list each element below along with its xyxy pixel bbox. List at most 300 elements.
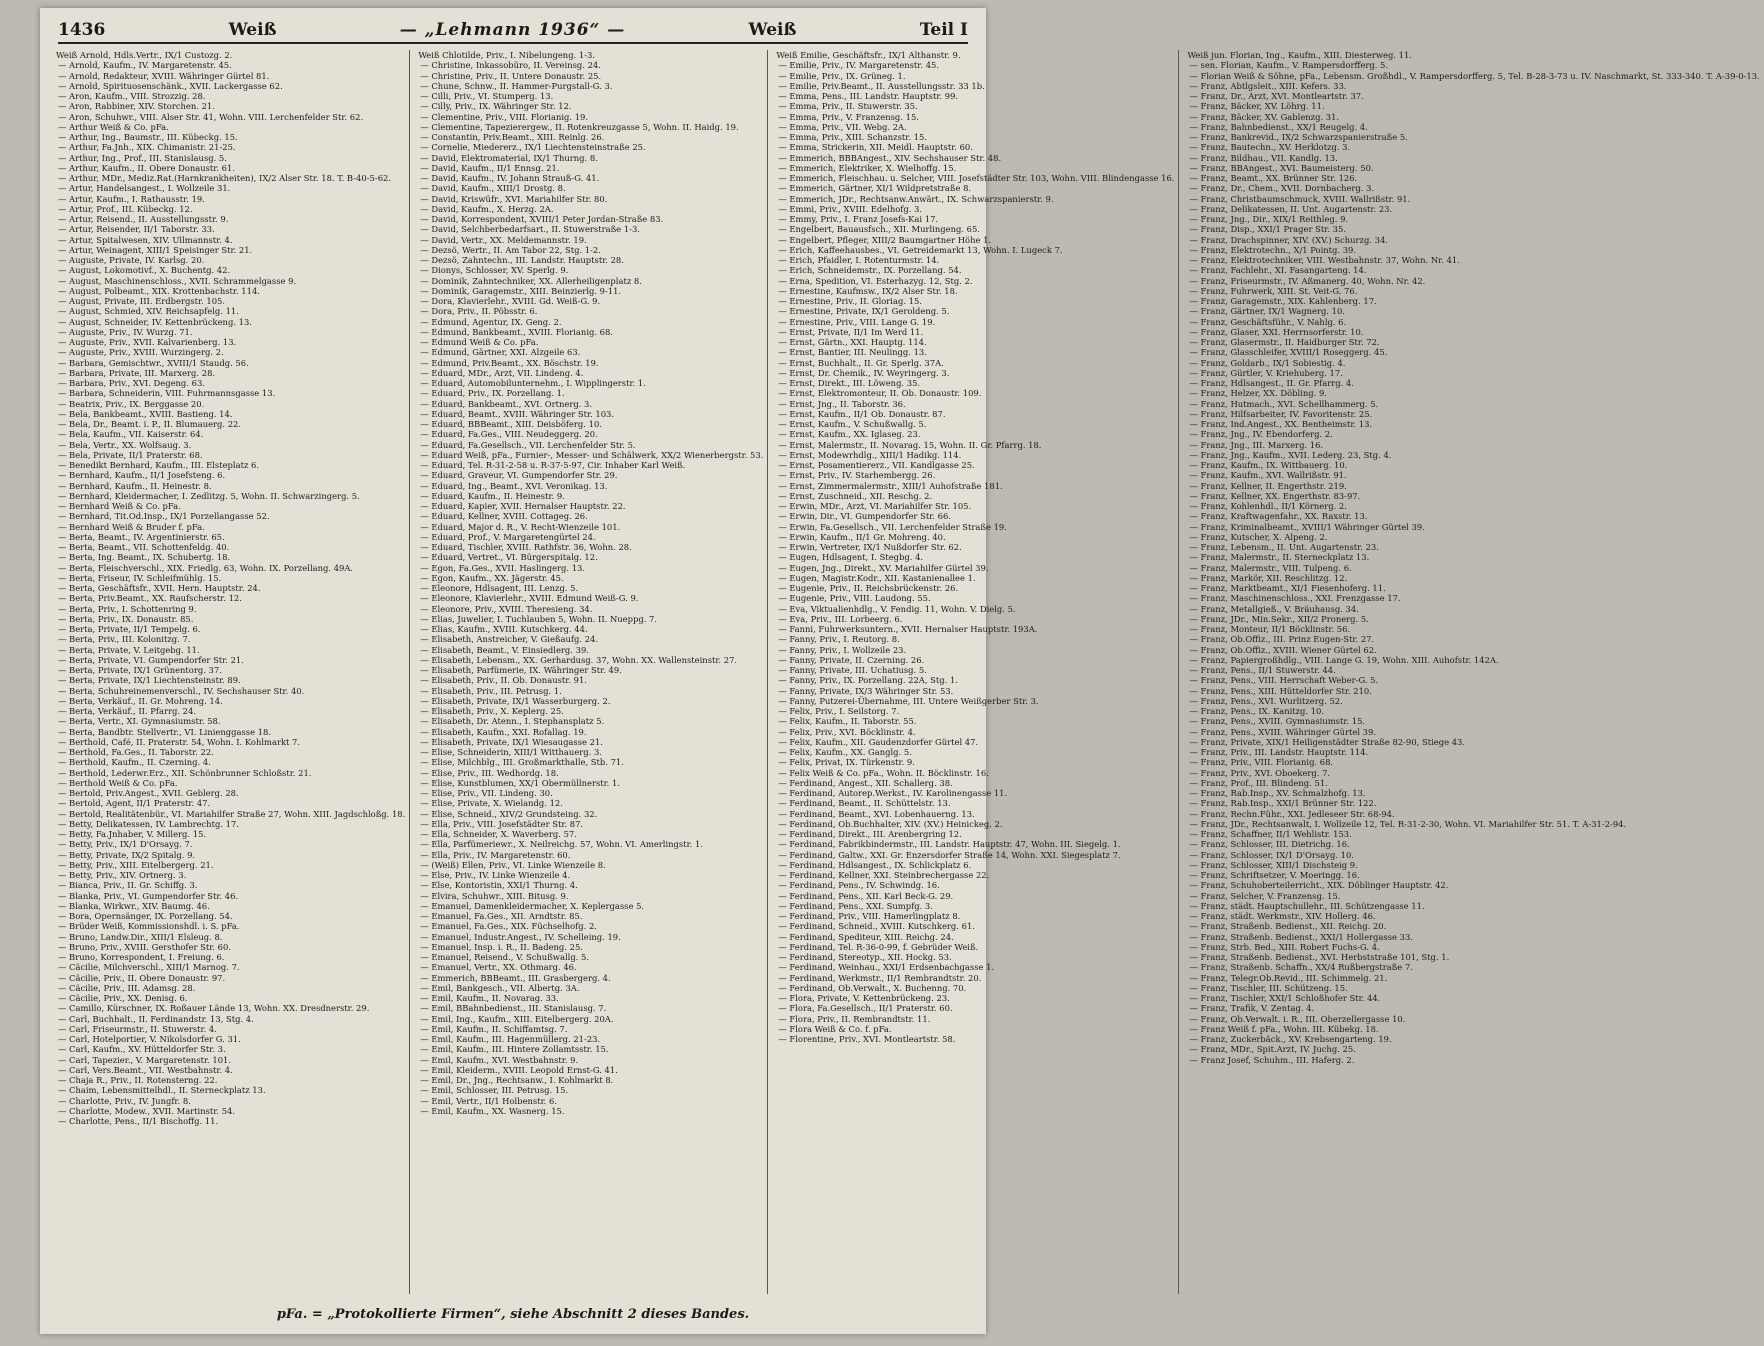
directory-entry: — Eduard, Automobilunternehm., I. Wipplingerstr. 1. [420,378,646,388]
directory-entry: — Franz, Kellner, XX. Engerthstr. 83-97. [1189,490,1361,501]
directory-entry: — David, Korrespondent, XVIII/1 Peter Jordan-Straße 83. [420,214,664,224]
directory-entry: — Emil, Vertr., II/1 Holbenstr. 6. [420,1095,557,1106]
directory-entry: — Eugenie, Priv., II. Reichsbrückenstr. 26. [778,583,959,593]
directory-entry: — Artur, Handelsangest., I. Wollzeile 31. [58,183,231,194]
directory-entry: — Emanuel, Vertr., XX. Othmarg. 46. [420,962,577,973]
directory-entry: — Berta, Priv., III. Kolonitzg. 7. [58,634,191,645]
directory-entry: — Emmerich, Fleischhau. u. Selcher, VIII. Josefstädter Str. 103, Wohn. VIII. Blindengasse 16. [778,173,1175,183]
directory-entry: — Emmerich, JDr., Rechtsanw.Anwärt., IX. Schwarzspanierstr. 9. [778,193,1054,204]
directory-entry: — Emma, Pens., III. Landstr. Hauptstr. 99. [778,91,959,101]
directory-entry: — Franz, Marktbeamt., XI/1 Fiesenhoferg. 11. [1189,583,1386,593]
directory-entry: — Franz, Glasermstr., II. Haidburger Str. 72. [1189,337,1380,347]
directory-entry: — Ferdinand, Beamt., II. Schüttelstr. 13. [778,798,951,809]
directory-entry: — Eduard, Tel. R-31-2-58 u. R-37-5-97, Cir. Inhaber Karl Weiß. [420,460,686,470]
directory-entry: — Ferdinand, Angest., XII. Schallerg. 38. [778,777,953,788]
directory-entry: — Elisabeth, Lebensm., XX. Gerhardusg. 37, Wohn. XX. Wallensteinstr. 27. [420,654,738,665]
directory-entry: — Franz, Hdlsangest., II. Gr. Pfarrg. 4. [1189,378,1354,388]
directory-entry: — Erwin, MDr., Arzt, VI. Mariahilfer Str. 105. [778,501,972,511]
directory-entry: — Auguste, Private, IV. Karlsg. 20. [58,255,205,265]
directory-entry: — Elisabeth, Parfümerie, IX. Währinger Str. 49. [420,665,622,675]
directory-entry: — David, Kaufm., XIII/1 Drostg. 8. [420,183,566,194]
directory-entry: — Franz, Pens., VIII. Herrschaft Weber-G. 5. [1189,675,1379,686]
directory-entry: — Carl, Friseurmstr., II. Stuwerstr. 4. [58,1023,217,1034]
directory-entry: — Eduard Weiß, pFa., Furnier-, Messer- und Schälwerk, XX/2 Wienerbergstr. 53. [420,449,764,460]
directory-entry: — Constantin, Priv.Beamt., XIII. Reinlg. 26. [420,132,605,142]
directory-entry: — Barbara, Priv., XVI. Degeng. 63. [58,378,205,388]
directory-entry: — Betty, Priv., XIV. Ortnerg. 3. [58,870,187,880]
directory-entry: — Erna, Spedition, VI. Esterhazyg. 12, Stg. 2. [778,275,973,286]
directory-entry: — Berta, Fleischverschl., XIX. Friedlg. 63, Wohn. IX. Porzellang. 49A. [58,562,354,573]
directory-entry: — Brüder Weiß, Kommissionshdl. i. S. pFa. [58,921,240,932]
directory-entry: — Franz, Strb. Bed., XIII. Robert Fuchs-G. 4. [1189,941,1380,952]
directory-entry: — Ella, Priv., IV. Margaretenstr. 60. [420,849,571,860]
directory-entry: — Ernst, Buchhalt., II. Gr. Sperlg. 37A. [778,357,944,368]
directory-entry: — Ferdinand, Fabrikbindermstr., III. Landstr. Hauptstr. 47, Wohn. III. Siegelg. 1. [778,839,1121,850]
directory-entry: — Emmy, Priv., I. Franz Josefs-Kai 17. [778,214,939,224]
directory-entry: — Bertold, Priv.Angest., XVII. Geblerg. 28. [58,788,239,798]
directory-entry: — Florian Weiß & Söhne, pFa., Lebensm. Großhdl., V. Rampersdorfferg. 5, Tel. B-28-3-73 u. IV. Naschmarkt, St. 333-340. T. A-39-0-13. [1189,70,1760,81]
directory-entry: — Bora, Opernsänger, IX. Porzellang. 54. [58,911,233,921]
directory-entry: — Cornelie, Miedererz., IX/1 Liechtensteinstraße 25. [420,142,646,153]
directory-entry: — Eduard, Beamt., XVIII. Währinger Str. 103. [420,408,615,419]
directory-entry: — Franz, Markör, XII. Reschlitzg. 12. [1189,572,1348,583]
directory-entry: — Emma, Priv., V. Franzensg. 15. [778,111,919,122]
directory-entry: — Franz, Pens., XIII. Hütteldorfer Str. 210. [1189,685,1372,696]
directory-entry: — Ferdinand, Schneid., XVIII. Kutschkerg. 61. [778,921,975,932]
directory-entry: — Bruno, Korrespondent, I. Freiung. 6. [58,952,225,962]
directory-entry: — Artur, Weinagent, XIII/1 Speisinger Str. 21. [58,244,253,255]
directory-entry: — Franz, Bankrevid., IX/2 Schwarzspanierstraße 5. [1189,132,1408,142]
directory-entry: — Felix, Kaufm., II. Taborstr. 55. [778,716,917,727]
directory-entry: — Eduard, Fa.Ges., VIII. Neudeggerg. 20. [420,429,598,440]
directory-entry: — Emmerich, BBBeamt., III. Grasbergerg. 4. [420,972,611,983]
directory-entry: — Cilli, Priv., VI. Stumperg. 13. [420,91,554,101]
directory-entry: — Artur, Reisend., II. Ausstellungsstr. 9. [58,214,229,224]
directory-entry: — Emil, Ing., Kaufm., XIII. Eitelbergerg. 20A. [420,1013,614,1024]
directory-entry: — Franz, Straßenb. Bedienst., XVI. Herbststraße 101, Stg. 1. [1189,952,1450,962]
directory-entry: — Ernst, Posamentiererz., VII. Kandlgasse 25. [778,460,975,470]
directory-entry: — Franz, Gärtner, IX/1 Wagnerg. 10. [1189,306,1345,317]
directory-entry: — Eleonore, Priv., XVIII. Theresieng. 34. [420,603,593,614]
directory-entry: — Emilie, Priv., IX. Grüneg. 1. [778,70,906,81]
directory-entry: — Ferdinand, Pens., XXI. Sumpfg. 3. [778,900,933,911]
directory-entry: — Clementine, Tapezierergew., II. Rotenkreuzgasse 5, Wohn. II. Haidg. 19. [420,121,739,132]
directory-entry: — Elisabeth, Priv., III. Petrusg. 1. [420,685,562,696]
directory-entry: — Ferdinand, Beamt., XVI. Lobenhauerng. 13. [778,808,975,819]
directory-entry: — Charlotte, Pens., II/1 Bischoffg. 11. [58,1116,219,1126]
directory-entry: — Dezsö, Zahntechn., III. Landstr. Hauptstr. 28. [420,255,624,265]
directory-entry: — Elise, Milchblg., III. Großmarkthalle, Stb. 71. [420,757,624,768]
directory-entry: — Egon, Kaufm., XX. Jägerstr. 45. [420,572,564,583]
directory-entry: — Ernst, Direkt., III. Löweng. 35. [778,378,921,388]
running-surname-right: Weiß [748,20,797,40]
directory-entry: — Franz, JDr., Rechtsanwalt, I. Wollzeile 12, Tel. R-31-2-30, Wohn. VI. Mariahilfer Str. 51. T. A-31-2-94. [1189,818,1627,829]
directory-entry: — Bruno, Landw.Dir., XIII/1 Elsleug. 8. [58,931,223,942]
directory-entry: — Eduard, Tischler, XVIII. Rathfstr. 36, Wohn. 28. [420,542,632,552]
directory-entry: — Eduard, BBBeamt., XIII. Deisböferg. 10. [420,419,602,429]
directory-entry: — Edmund, Gärtner, XXI. Alzgeile 63. [420,347,581,358]
directory-entry: — Ernestine, Private, IX/1 Geroldeng. 5. [778,306,950,317]
directory-entry: — Franz, Metallgieß., V. Bräuhausg. 34. [1189,603,1359,614]
directory-entry: — Franz, Fuhrwerk, XIII. St. Veit-G. 76. [1189,285,1358,296]
directory-entry: — David, Kaufm., IV. Johann Strauß-G. 41. [420,173,600,183]
directory-entry: — Else, Priv., IV. Linke Wienzeile 4. [420,870,571,880]
directory-entry: — Ernestine, Priv., II. Gloriag. 15. [778,296,922,306]
directory-entry: — Bianca, Priv., II. Gr. Schiffg. 3. [58,880,198,891]
directory-entry: — Franz Josef, Schuhm., III. Haferg. 2. [1189,1054,1355,1065]
page-title: — „Lehmann 1936“ — [399,20,626,40]
directory-entry: — Elise, Schneid., XIV/2 Grundsteing. 32. [420,808,598,819]
directory-entry: — Barbara, Private, III. Marxerg. 28. [58,367,216,378]
directory-entry: — August, Lokomotivf., X. Buchentg. 42. [58,265,231,276]
directory-entry: — Emanuel, Fa.Ges., XIX. Füchselhofg. 2. [420,921,597,932]
directory-entry: — Franz, Ind.Angest., XX. Bentheimstr. 13. [1189,419,1373,429]
directory-entry: — Franz, MDr., Spit.Arzt, IV. Juchg. 25. [1189,1044,1356,1055]
directory-entry: — Betty, Fa.Jnhaber, V. Millerg. 15. [58,829,207,839]
directory-entry: — Berta, Priv.Beamt., XX. Raufscherstr. 12. [58,593,242,604]
directory-entry: — August, Maschinenschloss., XVII. Schrammelgasse 9. [58,275,297,286]
directory-entry: — Arthur Weiß & Co. pFa. [58,121,169,132]
directory-columns [56,50,1760,1294]
directory-entry: — Carl, Kaufm., XV. Hütteldorfer Str. 3. [58,1044,226,1055]
directory-entry: — Franz, Straßenb. Schaffn., XX/4 Rußbergstraße 7. [1189,962,1413,973]
directory-entry: — Edmund, Priv.Beamt., XX. Böschstr. 19. [420,357,599,368]
directory-entry: — Berthold Weiß & Co. pFa. [58,777,178,788]
directory-entry: — Ernst, Priv., IV. Starhembergg. 26. [778,470,936,481]
directory-entry: — Franz, Malermstr., VIII. Tulpeng. 6. [1189,562,1352,573]
directory-entry: — Auguste, Priv., XVII. Kalvarienberg. 13. [58,337,237,347]
directory-entry: — Franz, Glaser, XXI. Herrnsorferstr. 10. [1189,326,1364,337]
directory-entry: — Bernhard, Kleidermacher, I. Zedlitzg. 5, Wohn. II. Schwarzingerg. 5. [58,490,360,501]
directory-entry: — Blanka, Priv., VI. Gumpendorfer Str. 46. [58,890,239,901]
directory-entry: — Eduard, Ing., Beamt., XVI. Veronikag. 13. [420,480,608,491]
directory-entry: — Ferdinand, Ob.Buchhalter, XIV. (XV.) Heinickeg. 2. [778,818,1003,829]
directory-entry: — Berta, Schuhreinemenverschl., IV. Sechshauser Str. 40. [58,685,305,696]
directory-entry: — Franz, Priv., III. Landstr. Hauptstr. 114. [1189,747,1369,757]
directory-entry: — Barbara, Gemischtwr., XVIII/1 Staudg. 56. [58,357,249,368]
directory-entry: — Betty, Private, IX/2 Spitalg. 9. [58,849,196,860]
directory-entry: Weiß Arnold, Hdls.Vertr., IX/1 Custozg. 2. [56,50,233,60]
directory-entry: — Franz, Dr., Arzt, XVI. Montleartstr. 37. [1189,91,1364,101]
directory-entry: — Ferdinand, Tel. R-36-0-99, f. Gebrüder Weiß. [778,941,979,952]
directory-entry: — Carl, Tapezier., V. Margaretenstr. 101. [58,1054,232,1065]
directory-entry: — Eva, Priv., III. Lorbeerg. 6. [778,613,903,624]
directory-entry: — Franz, Jng., Kaufm., XVII. Lederg. 23, Stg. 4. [1189,449,1392,460]
directory-entry: — Auguste, Priv., XVIII. Wurzingerg. 2. [58,347,224,358]
directory-entry: — Emil, Schlosser, III. Petrusg. 15. [420,1085,569,1096]
directory-entry: — August, Schmied, XIV. Reichsapfelg. 11. [58,306,239,317]
directory-entry: — Ferdinand, Ob.Verwalt., X. Buchenng. 70. [778,982,967,993]
directory-entry: — August, Polbeamt., XIX. Krottenbachstr. 114. [58,285,260,296]
directory-entry: — Aron, Schuhwr., VIII. Alser Str. 41, Wohn. VIII. Lerchenfelder Str. 62. [58,111,364,122]
directory-entry: — David, Selchberbedarfsart., II. Stuwerstraße 1-3. [420,224,640,235]
directory-entry: — Eva, Viktualienhdlg., V. Fendig. 11, Wohn. V. Dielg. 5. [778,603,1016,614]
directory-entry: — Franz, Malermstr., II. Sterneckplatz 13. [1189,552,1370,563]
directory-entry: — Elise, Priv., VII. Lindeng. 30. [420,788,553,798]
directory-entry: — Arnold, Redakteur, XVIII. Währinger Gürtel 81. [58,70,270,81]
directory-entry: — Bela, Kaufm., VII. Kaiserstr. 64. [58,429,204,440]
directory-entry: — Berta, Beamt., IV. Argentinierstr. 65. [58,531,225,542]
directory-entry: — Dominik, Garagemstr., XIII. Beinzierlg. 9-11. [420,285,622,296]
directory-entry: — Elise, Priv., III. Wedhordg. 18. [420,767,559,778]
directory-entry: — Franz, Pens., XVI. Wurlitzerg. 52. [1189,695,1343,706]
directory-entry: — Ferdinand, Spediteur, XIII. Reichg. 24. [778,931,954,942]
page-number: 1436 [58,20,106,40]
directory-entry: — Franz, Ob.Offiz., XVIII. Wiener Gürtel 62. [1189,644,1377,655]
directory-entry: — Franz, Fachlehr., XI. Fasangarteng. 14. [1189,265,1367,276]
directory-entry: — Emmerich, BBBAngest., XIV. Sechshauser Str. 48. [778,152,1002,163]
directory-entry: — Franz, Geschäftsführ., V. Nahlg. 6. [1189,316,1347,327]
directory-entry: — Franz, Rechn.Führ., XXI. Jedleseer Str. 68-94. [1189,808,1395,819]
directory-entry: — Franz, Elektrotechniker, VIII. Westbahnstr. 37, Wohn. Nr. 41. [1189,255,1460,265]
directory-entry: — Emanuel, Fa.Ges., XII. Arndtstr. 85. [420,911,583,921]
directory-entry: — Ernst, Elektromonteur, II. Ob. Donaustr. 109. [778,388,982,399]
directory-entry: Weiß jun. Florian, Ing., Kaufm., XIII. Diesterweg. 11. [1187,50,1412,60]
directory-entry: — Franz Weiß f. pFa., Wohn. III. Kübekg. 18. [1189,1023,1379,1034]
running-surname-left: Weiß [228,20,277,40]
directory-entry: — Charlotte, Priv., IV. Jungfr. 8. [58,1095,191,1106]
directory-entry: — Bernhard, Tit.Od.Insp., IX/1 Porzellangasse 52. [58,511,270,522]
directory-entry: — Dionys, Schlosser, XV. Sperlg. 9. [420,265,569,276]
directory-entry: — Charlotte, Modew., XVII. Martinstr. 54. [58,1105,236,1116]
directory-entry: — August, Schneider, IV. Kettenbrückeng. 13. [58,316,252,327]
directory-entry: — Ella, Schneider, X. Waverberg. 57. [420,829,577,839]
directory-entry: — Berta, Vertr., XI. Gymnasiumstr. 58. [58,716,221,727]
directory-entry: — Franz, Trafik, V. Zentag. 4. [1189,1003,1315,1014]
directory-entry: — Franz, Jng., III. Marxerg. 16. [1189,439,1324,450]
directory-entry: — Franz, Goldarb., IX/1 Sobiestig. 4. [1189,357,1346,368]
directory-entry: — Berta, Private, V. Leitgebg. 11. [58,644,200,655]
directory-entry: — Felix, Kaufm., XII. Gaudenzdorfer Gürtel 47. [778,736,979,747]
directory-entry: — Berta, Verkäuf., II. Gr. Mohreng. 14. [58,695,223,706]
directory-entry: — Elise, Kunstblumen, XX/1 Obermüllnerstr. 1. [420,777,621,788]
directory-entry: — Franz, Dr., Chem., XVII. Dornbacherg. 3. [1189,183,1375,194]
directory-entry: — Artur, Kaufm., I. Rathausstr. 19. [58,193,205,204]
directory-entry: — Elise, Private, X. Wielandg. 12. [420,798,563,809]
directory-entry: — Emil, Dr., Jng., Rechtsanw., I. Kohlmarkt 8. [420,1075,614,1085]
directory-entry: — Berta, Priv., I. Schottenring 9. [58,603,197,614]
directory-entry: — Ernst, Kaufm., XX. Iglaseg. 23. [778,429,921,440]
directory-entry: — Bela, Dr., Beamt. i. P., II. Blumauerg. 22. [58,419,242,429]
directory-entry: — Bruno, Priv., XVIII. Gersthofer Str. 60. [58,941,231,952]
directory-entry: — David, Kaufm., X. Herzg. 2A. [420,203,554,214]
directory-entry: — Ella, Priv., VIII. Josefstädter Str. 87. [420,818,584,829]
directory-entry: — Elias, Kaufm., XVIII. Kutschkerg. 44. [420,624,588,634]
directory-entry: — Franz, Helzer, XX. Döbling. 9. [1189,388,1327,399]
directory-entry: — Emil, BBahnbedienst., III. Stanislausg. 7. [420,1003,607,1014]
directory-entry: — Bertold, Realitätenbür., VI. Mariahilfer Straße 27, Wohn. XIII. Jagdschloßg. 18. [58,808,406,819]
directory-entry: — Franz, Straßenb. Bedienst., XXI/1 Hollergasse 33. [1189,931,1413,942]
directory-entry: — Fanny, Priv., IX. Porzellang. 22A, Stg. 1. [778,675,958,686]
directory-entry: — Christine, Inkassobüro, II. Vereinsg. 24. [420,60,601,71]
directory-entry: — (Weiß) Ellen, Priv., VI. Linke Wienzeile 8. [420,859,606,870]
directory-entry: — Bernhard, Kaufm., II/1 Josefsteng. 6. [58,470,226,481]
directory-entry: — Elvira, Schuhwr., XIII. Bitusg. 9. [420,890,569,901]
directory-entry: — Franz, Lebensm., II. Unt. Augartenstr. 23. [1189,542,1379,552]
directory-entry: — Ernst, Zimmermalermstr., XIII/1 Auhofstraße 181. [778,480,1003,491]
directory-entry: — Edmund, Bankbeamt., XVIII. Florianig. 68. [420,326,614,337]
directory-entry: — Ernst, Gärtn., XXI. Hauptg. 114. [778,337,927,347]
directory-entry: — Berta, Private, IX/1 Liechtensteinstr. 89. [58,675,241,686]
directory-entry: — Ernst, Jng., II. Taborstr. 36. [778,398,906,409]
directory-entry: — Emma, Strickerin, XII. Meidl. Hauptstr. 60. [778,142,973,153]
directory-entry: — Edmund Weiß & Co. pFa. [420,337,539,347]
directory-entry: — Franz, Pens., XVIII. Währinger Gürtel 39. [1189,726,1377,737]
directory-entry: — Berthold, Lederwr.Erz., XII. Schönbrunner Schloßstr. 21. [58,767,312,778]
directory-entry: — Betty, Priv., IX/1 D'Orsayg. 7. [58,839,193,850]
directory-entry: — Ernst, Modewrhdlg., XIII/1 Hadikg. 114. [778,449,962,460]
directory-entry: — Fanny, Private, II. Czerning. 26. [778,654,925,665]
directory-entry: — Bela, Private, II/1 Praterstr. 68. [58,449,203,460]
directory-entry: — Franz, Schuhoberteilerricht., XIX. Döblinger Hauptstr. 42. [1189,880,1449,891]
directory-entry: — Clementine, Priv., VIII. Florianig. 19. [420,111,589,122]
directory-entry: — Berta, Verkäuf., II. Pfarrg. 24. [58,706,197,716]
directory-entry: — Berta, Ing. Beamt., IX. Schubertg. 18. [58,552,231,563]
directory-entry: — Fanny, Putzerei-Übernahme, III. Untere Weißgerber Str. 3. [778,695,1039,706]
directory-entry: — Arthur, Ing., Baumstr., III. Kübeckg. 15. [58,132,238,142]
directory-entry: — Cäcilie, Priv., II. Obere Donaustr. 97. [58,972,226,983]
directory-entry: — Franz, Schaffner, II/1 Wehlistr. 153. [1189,829,1352,839]
directory-entry: — Franz, JDr., Min.Sekr., XII/2 Pronerg. 5. [1189,613,1369,624]
column-1 [56,50,410,1294]
directory-entry: — Bertold, Agent, II/1 Praterstr. 47. [58,798,211,809]
directory-entry: — Franz, Maschinenschloss., XXI. Frenzgasse 17. [1189,593,1401,604]
directory-entry: — Franz, Monteur, II/1 Böcklinstr. 56. [1189,624,1351,634]
directory-entry: — Fanny, Priv., I. Wollzeile 23. [778,644,907,655]
directory-entry: — Franz, Straßenb. Bedienst., XII. Reichg. 20. [1189,921,1387,932]
directory-entry: — Franz, Disp., XXI/1 Prager Str. 35. [1189,224,1346,235]
directory-entry: — Franz, Schriftsetzer, V. Moeringg. 16. [1189,870,1360,880]
directory-entry: — Berta, Geschäftsfr., XVII. Hern. Hauptstr. 24. [58,583,261,593]
directory-entry: — Cäcilie, Priv., III. Adamsg. 28. [58,982,196,993]
directory-entry: — Betty, Priv., XIII. Eitelbergerg. 21. [58,859,214,870]
directory-entry: — Fanny, Private, III. Uchatiusg. 5. [778,665,927,675]
directory-entry: — Flora, Priv., II. Rembrandtstr. 11. [778,1013,931,1024]
directory-entry: — Emanuel, Reisend., V. Schußwallg. 5. [420,952,589,962]
directory-entry: — Cilly, Priv., IX. Währinger Str. 12. [420,101,572,112]
directory-entry: — Erwin, Fa.Gesellsch., VII. Lerchenfelder Straße 19. [778,521,1007,532]
directory-entry: — Felix Weiß & Co. pFa., Wohn. II. Böcklinstr. 16. [778,767,989,778]
directory-entry: — Emil, Kleiderm., XVIII. Leopold Ernst-G. 41. [420,1064,618,1075]
directory-entry: — Ernst, Kaufm., V. Schußwallg. 5. [778,419,927,429]
directory-entry: — Emil, Kaufm., II. Schiffamtsg. 7. [420,1023,568,1034]
directory-entry: — Bernhard Weiß & Co. pFa. [58,501,181,511]
directory-entry: — Franz, Papiergroßhdlg., VIII. Lange G. 19, Wohn. XIII. Auhofstr. 142A. [1189,654,1499,665]
directory-entry: — Flora, Fa.Gesellsch., II/1 Praterstr. 60. [778,1003,953,1014]
directory-entry: — Ferdinand, Stereotyp., XII. Hockg. 53. [778,952,952,962]
directory-entry: — Ferdinand, Autorep.Werkst., IV. Karolinengasse 11. [778,788,1008,798]
directory-entry: — Flora Weiß & Co. f. pFa. [778,1023,892,1034]
directory-entry: — Cäcilie, Milchverschl., XIII/1 Marnog. 7. [58,962,240,973]
column-3 [776,50,1179,1294]
directory-entry: — Ferdinand, Direkt., III. Arenbergring 12. [778,829,962,839]
directory-entry: — Franz, städt. Hauptschullehr., III. Schützengasse 11. [1189,900,1425,911]
directory-entry: — Franz, Hilfsarbeiter, IV. Favoritenstr. 25. [1189,408,1373,419]
directory-entry: — Betty, Delikatessen, IV. Lambrechtg. 17. [58,818,239,829]
directory-entry: — Franz, Priv., VIII. Florianig. 68. [1189,757,1334,768]
directory-entry: — Berta, Private, II/1 Tempelg. 6. [58,624,201,634]
directory-entry: — Arthur, MDr., Mediz.Rat.(Harnkrankheiten), IX/2 Alser Str. 18. T. B-40-5-62. [58,173,392,183]
directory-entry: — Eduard, Graveur, VI. Gumpendorfer Str. 29. [420,470,618,481]
directory-entry: — Franz, Kellner, II. Engerthstr. 219. [1189,480,1347,491]
directory-entry: — Ella, Parfümeriewr., X. Neilreichg. 57, Wohn. VI. Amerlingstr. 1. [420,839,703,850]
directory-entry: — Artur, Prof., III. Kübeckg. 12. [58,203,193,214]
directory-entry: — Franz, Glasschleifer, XVIII/1 Roseggerg. 45. [1189,347,1388,358]
directory-entry: — Emmi, Priv., XVIII. Edelhofg. 3. [778,203,923,214]
directory-entry: — Engelbert, Pfleger, XIII/2 Baumgartner Höhe 1. [778,234,992,245]
directory-entry: — Franz, Kraftwagenfahr., XX. Raxstr. 13. [1189,511,1368,522]
directory-entry: — Franz, Schlosser, IX/1 D'Orsayg. 10. [1189,849,1354,860]
directory-entry: — Ernst, Dr. Chemik., IV. Weyringerg. 3. [778,367,950,378]
directory-entry: — Franz, Ob.Offiz., III. Prinz Eugen-Str. 27. [1189,634,1375,645]
directory-entry: — Emilie, Priv., IV. Margaretenstr. 45. [778,60,940,71]
directory-entry: — Franz, Gürtler, V. Kriehuberg. 17. [1189,367,1343,378]
directory-entry: — Elisabeth, Private, IX/1 Wasserburgerg. 2. [420,695,611,706]
directory-entry: — Eugen, Jng., Direkt., XV. Mariahilfer Gürtel 39. [778,562,989,573]
directory-entry: — Emilie, Priv.Beamt., II. Ausstellungsstr. 33 1b. [778,80,985,91]
directory-entry: — Eugenie, Priv., VIII. Laudong. 55. [778,593,931,604]
directory-entry: — Berta, Friseur, IV. Schleifmühlg. 15. [58,572,222,583]
directory-entry: — Erwin, Vertreter, IX/1 Nußdorfer Str. 62. [778,542,962,552]
directory-entry: — Ernestine, Kaufmsw., IX/2 Alser Str. 18. [778,285,958,296]
directory-entry: — Fanny, Priv., I. Reutorg. 8. [778,634,900,645]
directory-entry: — Arthur, Ing., Prof., III. Stanislausg. 5. [58,152,227,163]
directory-entry: — Florentine, Priv., XVI. Montleartstr. 58. [778,1034,956,1044]
directory-entry: — Eduard, Kapier, XVII. Hernalser Hauptstr. 22. [420,501,626,511]
directory-entry: — Elisabeth, Anstreicher, V. Gießaufg. 24. [420,634,599,645]
directory-entry: — Emil, Kaufm., XVI. Westbahnstr. 9. [420,1054,579,1065]
directory-entry: — Camillo, Kürschner, IX. Roßauer Lände 13, Wohn. XX. Dresdnerstr. 29. [58,1003,370,1014]
directory-entry: — Franz, Jng., IV. Ebendorferg. 2. [1189,429,1333,440]
directory-entry: — Artur, Reisender, II/1 Taborstr. 33. [58,224,215,235]
directory-entry: — Elisabeth, Priv., II. Ob. Donaustr. 91. [420,675,587,686]
directory-entry: — Elisabeth, Priv., X. Keplerg. 25. [420,706,564,716]
directory-entry: — Eduard, Priv., IX. Porzellang. 1. [420,388,565,399]
directory-entry: — Eduard, MDr., Arzt, VII. Lindeng. 4. [420,367,584,378]
directory-entry: — Fanni, Fuhrwerksuntern., XVII. Hernalser Hauptstr. 193A. [778,624,1038,634]
directory-entry: — Franz, Selcher, V. Franzensg. 15. [1189,890,1341,901]
directory-entry: — Erich, Pfaidler, I. Rotenturmstr. 14. [778,255,940,265]
directory-entry: — Felix, Priv., XVI. Böcklinstr. 4. [778,726,916,737]
directory-entry: — Franz, Bäcker, XV. Löhrg. 11. [1189,101,1325,112]
directory-entry: — Felix, Kaufm., XX. Ganglg. 5. [778,747,912,757]
directory-entry: — Arnold, Spirituosenschänk., XVII. Lackergasse 62. [58,80,283,91]
directory-entry: — Franz, Kaufm., XVI. Wallrißstr. 91. [1189,470,1347,481]
directory-entry: — Chaja R., Priv., II. Rotensterng. 22. [58,1075,218,1085]
directory-entry: — Berta, Private, IX/1 Grünentorg. 37. [58,665,222,675]
directory-entry: — Emil, Kaufm., III. Hintere Zollamtsstr. 15. [420,1044,609,1055]
directory-entry: — Bela, Vertr., XX. Wolfsaug. 3. [58,439,192,450]
directory-entry: — David, Elektromaterial, IX/1 Thurng. 8. [420,152,598,163]
column-2 [418,50,768,1294]
directory-entry: — Ferdinand, Pens., IV. Schwindg. 16. [778,880,940,891]
directory-entry: — Bernhard Weiß & Bruder f. pFa. [58,521,205,532]
directory-entry: — Erich, Kaffeehausbes., VI. Getreidemarkt 13, Wohn. I. Lugeck 7. [778,244,1063,255]
directory-entry: — Franz, Kaufm., IX. Wittbauerg. 10. [1189,460,1348,470]
directory-entry: — Ferdinand, Pens., XII. Karl Beck-G. 29. [778,890,954,901]
directory-entry: — Franz, Zuckerbäck., XV. Krebsengarteng. 19. [1189,1034,1392,1044]
directory-entry: — Artur, Spitalwesen, XIV. Ullmannstr. 4. [58,234,233,245]
directory-entry: — August, Private, III. Erdbergstr. 105. [58,296,226,306]
directory-entry: — Franz, Drachspinner, XIV. (XV.) Schurzg. 34. [1189,234,1388,245]
directory-entry: — Emanuel, Damenkleidermacher, X. Keplergasse 5. [420,900,645,911]
directory-entry: — Elisabeth, Beamt., V. Einsiedlerg. 39. [420,644,589,655]
directory-entry: — Berthold, Café, II. Praterstr. 54, Wohn. I. Kohlmarkt 7. [58,736,301,747]
directory-entry: — Carl, Buchhalt., II. Ferdinandstr. 13, Stg. 4. [58,1013,254,1024]
directory-entry: Weiß Chlotilde, Priv., I. Nibelungeng. 1-3. [418,50,596,60]
directory-entry: — Felix, Priv., I. Seilstorg. 7. [778,706,900,716]
directory-entry: — Eduard, Prof., V. Margaretengürtel 24. [420,531,596,542]
